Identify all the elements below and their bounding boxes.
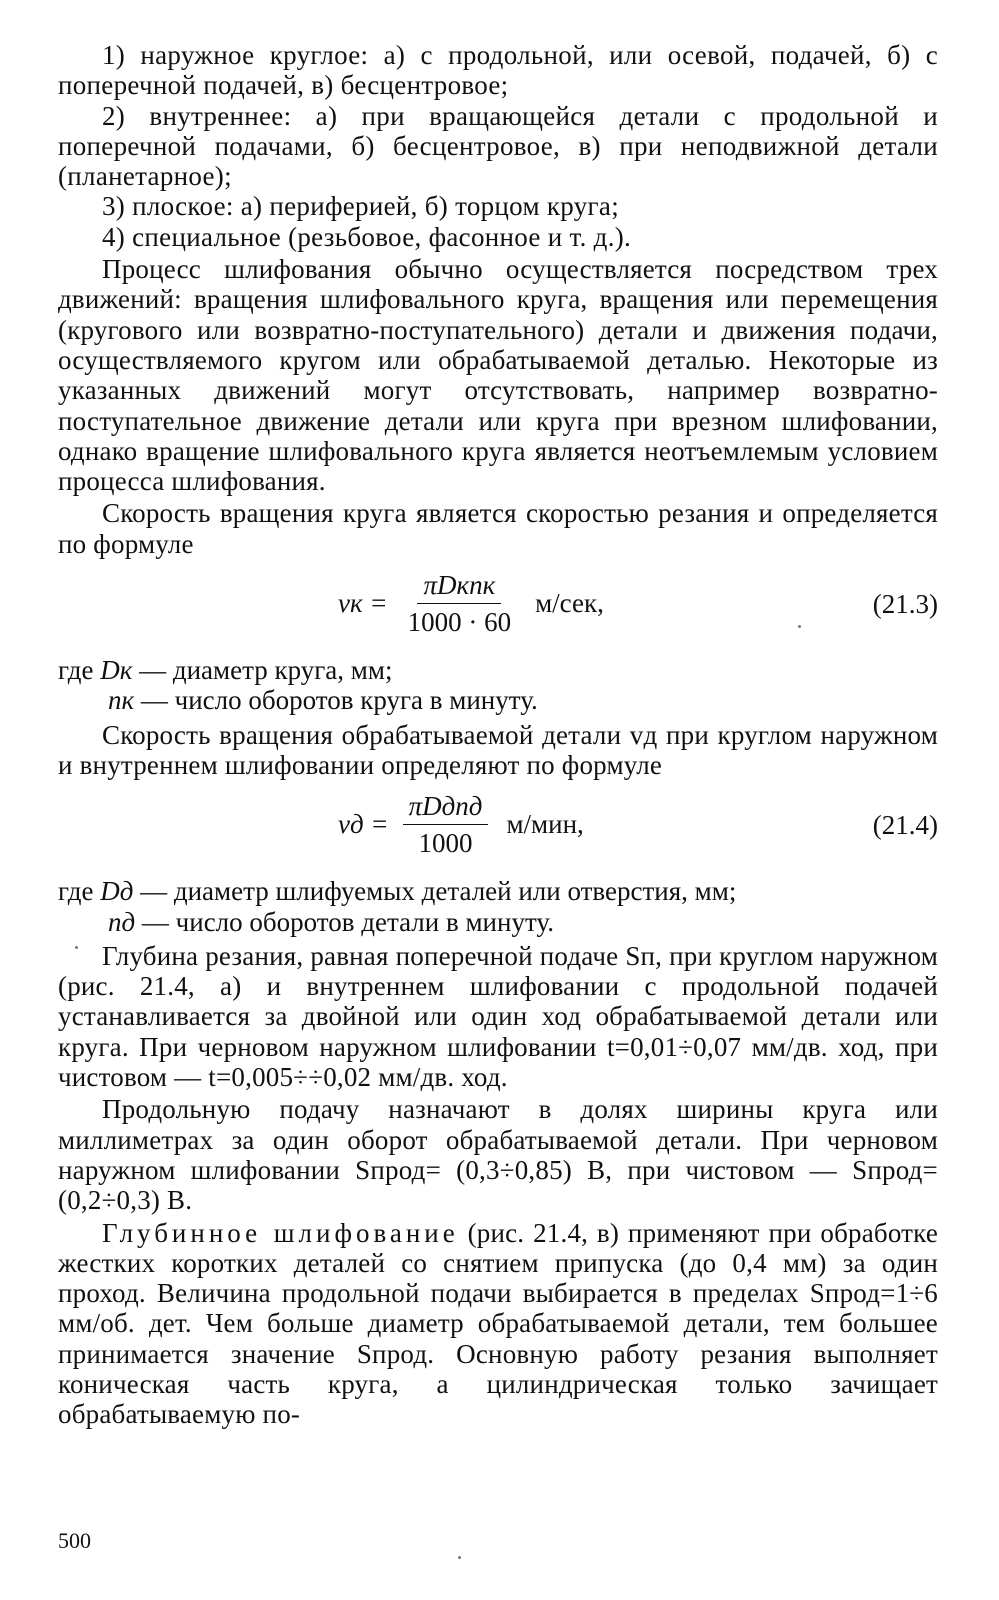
symbol: Dк [100,655,133,686]
paragraph: Глубина резания, равная поперечной подаче Sп, при круглом наружном (рис. 21.4, а) и внутреннем шлифовании с продольной подачей устанавливается за двойной или один ход обрабатываемой детали или круга. При черновом наружном шлифовании t=0,01÷0,07 мм/дв. ход, при чистовом — t=0,005÷÷0,02 мм/дв. ход. [58,940,938,1093]
list-item: 1) наружное круглое: а) с продольной, или осевой, подачей, б) с поперечной подачей, в) бесцентровое; [58,40,938,101]
where-line: где Dд — диаметр шлифуемых деталей или отверстия, мм; [58,876,737,907]
formula-numerator: πDдnд [403,790,489,825]
formula-lhs: vд = [338,809,389,840]
paragraph: Скорость вращения обрабатываемой детали vд при круглом наружном и внутреннем шлифовании определяют по формуле [58,719,938,780]
scan-speck [798,625,801,628]
scan-speck [458,1556,461,1559]
formula-21-4 [58,786,938,872]
equation-number: (21.4) [872,810,938,841]
formula-denominator: 1000 [418,828,473,859]
paragraph: Процесс шлифования обычно осуществляется посредством трех движений: вращения шлифовального круга, вращения или перемещения (кругового или возвратно-поступательного) детали и движения подачи, осуществляемого кругом или обрабатываемой деталью. Некоторые из указанных движений могут отсутствовать, например возвратно-поступательное движение детали или круга при врезном шлифовании, однако вращение шлифовального круга является неотъемлемым условием процесса шлифования. [58,254,938,497]
symbol: Dд [100,876,134,907]
page-number: 500 [58,1528,91,1553]
formula-numerator: πDкnк [417,569,501,604]
paragraph: Продольную подачу назначают в долях ширины круга или миллиметрах за один оборот обрабатываемой детали. При черновом наружном шлифовании Sпрод= (0,3÷0,85) B, при чистовом — Sпрод= (0,2÷0,3) B. [58,1094,938,1216]
equation-number: (21.3) [872,589,938,620]
paragraph: Скорость вращения круга является скоростью резания и определяется по формуле [58,498,938,559]
page-body [58,40,938,1430]
formula-denominator: 1000 · 60 [407,607,512,638]
paragraph: Глубинное шлифование (рис. 21.4, в) применяют при обработке жестких коротких деталей со снятием припуска (до 0,4 мм) за один проход. Величина продольной подачи выбирается в пределах Sпрод=1÷6 мм/об. дет. Чем больше диаметр обрабатываемой детали, тем большее принимается значение Sпрод. Основную работу резания выполняет коническая часть круга, а цилиндрическая только зачищает обрабатываемую по- [58,1217,938,1430]
formula-lhs: vк = [338,588,388,619]
formula-21-3 [58,565,938,651]
where-line: nд — число оборотов детали в минуту. [108,906,554,937]
list-item: 3) плоское: а) периферией, б) торцом круга; [102,191,620,222]
symbol: nк [108,685,135,716]
list-item: 4) специальное (резьбовое, фасонное и т. д.). [102,221,632,252]
where-line: где Dк — диаметр круга, мм; [58,655,393,686]
where-line: nк — число оборотов круга в минуту. [108,685,538,716]
spaced-term: Глубинное шлифование [102,1217,459,1248]
formula-unit: м/мин, [506,809,584,840]
symbol: nд [108,906,136,937]
scan-speck [75,946,78,949]
list-item: 2) внутреннее: а) при вращающейся детали с продольной и поперечной подачами, б) бесцентровое, в) при неподвижной детали (планетарное); [58,100,938,192]
formula-unit: м/сек, [535,588,604,619]
